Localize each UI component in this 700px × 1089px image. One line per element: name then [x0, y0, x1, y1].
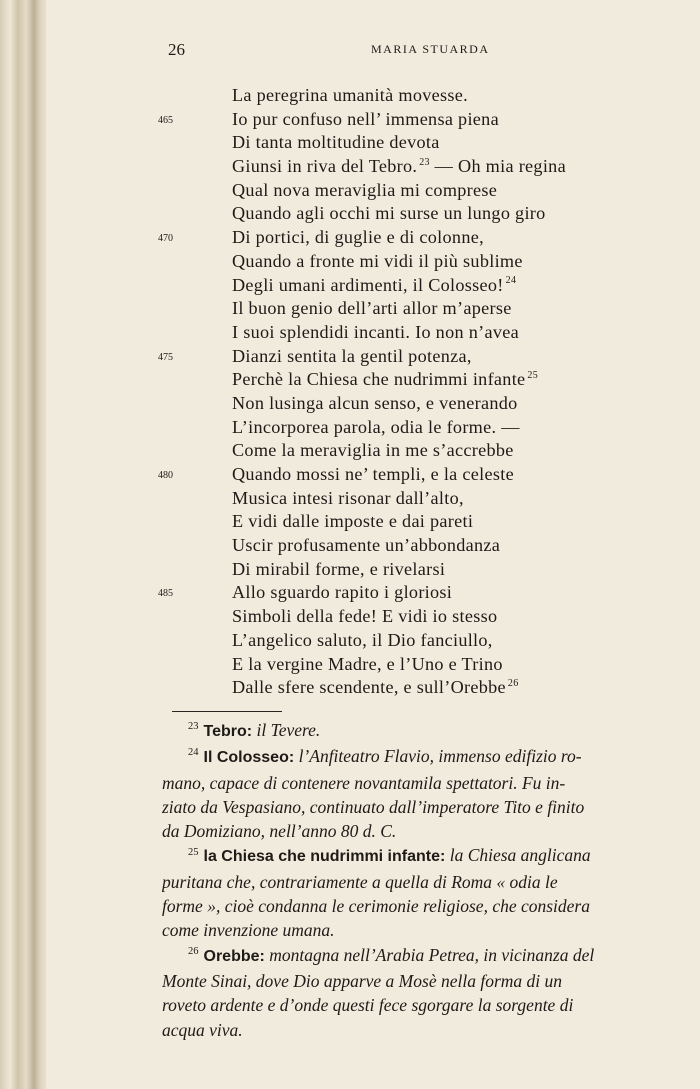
verse-words: Di mirabil forme, e rivelarsi: [232, 558, 446, 579]
verse-words: Simboli della fede! E vidi io stesso: [232, 606, 498, 627]
verse-words: Di portici, di guglie e di colonne,: [232, 227, 484, 248]
verse-text: [232, 179, 497, 203]
footnote-reference[interactable]: 24: [505, 275, 517, 287]
verse-words: Allo sguardo rapito i gloriosi: [232, 582, 453, 603]
verse-words: L’angelico saluto, il Dio fanciullo,: [232, 629, 493, 650]
verse-text: [232, 345, 472, 369]
footnote-term: la Chiesa che nudrimmi infante:: [203, 848, 446, 866]
verse-text: [232, 605, 497, 629]
verse-line: [46, 605, 700, 629]
verse-text: [232, 392, 518, 416]
verse-line: [46, 487, 700, 511]
verse-text: [232, 439, 514, 463]
verse-text: [232, 416, 520, 440]
verse-words: Qual nova meraviglia mi comprese: [232, 179, 498, 200]
verse-text: [232, 629, 493, 653]
footnote-line: [162, 744, 700, 770]
footnote-text: come invenzione umana.: [162, 920, 335, 941]
footnote-number: 24: [188, 747, 199, 759]
footnote-text: acqua viva.: [162, 1019, 243, 1040]
verse-text: [232, 226, 484, 250]
verse-line: [46, 416, 700, 440]
footnote: [162, 843, 700, 942]
poem-verses: [46, 84, 700, 700]
verse-words: Uscir profusamente un’abbondanza: [232, 535, 501, 556]
footnote-line: [162, 870, 700, 894]
footnote-text: Monte Sinai, dove Dio apparve a Mosè nella forma di un: [162, 970, 563, 991]
footnote: [162, 943, 700, 1042]
verse-line: [46, 155, 700, 179]
verse-text: [232, 274, 516, 298]
footnote-text: forme », cioè condanna le cerimonie religiose, che considera: [162, 896, 590, 917]
verse-text: [232, 676, 519, 700]
footnote-line: [162, 1018, 700, 1042]
verse-words: E la vergine Madre, e l’Uno e Trino: [232, 653, 503, 674]
verse-line: [46, 653, 700, 677]
verse-line: [46, 131, 700, 155]
book-binding-edge: [0, 0, 46, 1089]
footnote-text: l’Anfiteatro Flavio, immenso edifizio ro-: [298, 746, 582, 767]
verse-words: Quando agli occhi mi surse un lungo giro: [232, 203, 546, 224]
verse-words: Degli umani ardimenti, il Colosseo!: [232, 274, 504, 295]
footnote-text: il Tevere.: [256, 720, 321, 740]
footnote-text: puritana che, contrariamente a quella di Roma « odia le: [162, 871, 558, 892]
verse-line: [46, 179, 700, 203]
verse-number: 470: [158, 233, 173, 245]
footnote-reference[interactable]: 26: [507, 678, 519, 690]
verse-words: E vidi dalle imposte e dai pareti: [232, 511, 474, 532]
verse-line: [46, 345, 700, 369]
footnote-line: [162, 771, 700, 795]
verse-line: [46, 321, 700, 345]
verse-text: [232, 131, 440, 155]
footnote-number: 25: [188, 846, 199, 858]
verse-words: Non lusinga alcun senso, e venerando: [232, 392, 518, 413]
footnote: [162, 744, 700, 843]
verse-line: [46, 108, 700, 132]
verse-line: [46, 226, 700, 250]
footnote-number: 26: [188, 945, 199, 957]
verse-number: 465: [158, 114, 173, 126]
verse-words: Perchè la Chiesa che nudrimmi infante: [232, 369, 526, 390]
verse-text: [232, 108, 499, 132]
verse-text: [232, 534, 500, 558]
verse-line: [46, 392, 700, 416]
footnote-text: ziato da Vespasiano, continuato dall’imperatore Tito e finito: [162, 796, 585, 817]
verse-text: [232, 368, 538, 392]
verse-line: [46, 297, 700, 321]
verse-text: [232, 155, 566, 179]
verse-continuation: — Oh mia regina: [429, 156, 566, 177]
footnote-line: [162, 718, 700, 744]
verse-text: [232, 510, 473, 534]
verse-text: [232, 487, 464, 511]
verse-text: [232, 297, 512, 321]
verse-words: Musica intesi risonar dall’alto,: [232, 487, 464, 508]
footnote-term: Tebro:: [203, 723, 253, 740]
footnote-number: 23: [188, 721, 199, 733]
verse-line: [46, 510, 700, 534]
verse-words: Dianzi sentita la gentil potenza,: [232, 345, 472, 366]
footnote-line: [162, 918, 700, 942]
verse-text: [232, 202, 546, 226]
running-title: MARIA STUARDA: [371, 42, 490, 56]
verse-words: Dalle sfere scendente, e sull’Orebbe: [232, 677, 506, 698]
verse-line: [46, 84, 700, 108]
verse-words: Come la meraviglia in me s’accrebbe: [232, 440, 514, 461]
verse-line: [46, 676, 700, 700]
verse-number: 475: [158, 351, 173, 363]
footnote-line: [162, 943, 700, 969]
footnote-term: Il Colosseo:: [203, 749, 295, 767]
verse-line: [46, 463, 700, 487]
verse-text: [232, 321, 519, 345]
verse-number: 480: [158, 470, 173, 481]
footnote-text: da Domiziano, nell’anno 80 d. C.: [162, 821, 397, 842]
verse-line: [46, 439, 700, 463]
verse-line: [46, 274, 700, 298]
verse-words: Io pur confuso nell’ immensa piena: [232, 108, 499, 129]
verse-words: Quando a fronte mi vidi il più sublime: [232, 250, 523, 271]
footnote-line: [162, 894, 700, 918]
footnote-line: [162, 969, 700, 993]
verse-text: [232, 84, 468, 108]
verse-words: Giunsi in riva del Tebro.: [232, 156, 418, 177]
footnote-term: Orebbe:: [203, 947, 265, 965]
verse-words: I suoi splendidi incanti. Io non n’avea: [232, 321, 519, 342]
verse-line: [46, 629, 700, 653]
footnote: [162, 718, 700, 744]
running-head: [46, 40, 700, 64]
footnote-text: roveto ardente e d’onde questi fece sgorgare la sorgente di: [162, 995, 574, 1016]
verse-words: Il buon genio dell’arti allor m’aperse: [232, 298, 512, 319]
verse-text: [232, 653, 503, 677]
footnote-line: [162, 819, 700, 843]
footnote-separator: [172, 711, 282, 712]
verse-text: [232, 463, 514, 487]
footnote-line: [162, 843, 700, 869]
footnote-text: montagna nell’Arabia Petrea, in vicinanza del: [269, 944, 595, 965]
footnote-text: la Chiesa anglicana: [449, 845, 591, 866]
verse-text: [232, 250, 523, 274]
verse-words: Quando mossi ne’ templi, e la celeste: [232, 464, 514, 484]
footnotes: [162, 718, 700, 1042]
book-page: [46, 0, 700, 1089]
footnote-line: [162, 993, 700, 1017]
verse-text: [232, 558, 445, 582]
verse-number: 485: [158, 588, 173, 600]
verse-words: Di tanta moltitudine devota: [232, 132, 440, 153]
footnote-reference[interactable]: 25: [527, 370, 539, 382]
footnote-line: [162, 795, 700, 819]
verse-words: La peregrina umanità movesse.: [232, 85, 468, 105]
verse-line: [46, 202, 700, 226]
verse-line: [46, 581, 700, 605]
verse-line: [46, 558, 700, 582]
verse-line: [46, 250, 700, 274]
footnote-reference[interactable]: 23: [419, 157, 430, 168]
verse-line: [46, 534, 700, 558]
page-number: 26: [168, 40, 185, 59]
verse-words: L’incorporea parola, odia le forme. —: [232, 416, 520, 437]
verse-line: [46, 368, 700, 392]
footnote-text: mano, capace di contenere novantamila spettatori. Fu in-: [162, 772, 566, 793]
verse-text: [232, 581, 452, 605]
